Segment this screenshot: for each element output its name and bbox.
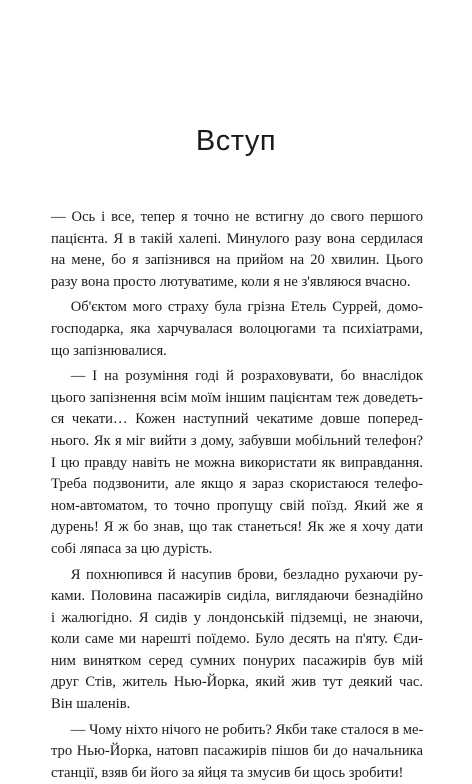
text-line: Треба подзвонити, але якщо я зараз скористаюся телефо- [51,476,423,493]
paragraph-2 [51,297,423,362]
text-line: нього. Як я міг вийти з дому, забувши мобільний телефон? [51,432,423,449]
text-line: цього запізнення всім моїм іншим пацієнтам теж доведеть- [51,389,423,406]
text-line: тро Нью-Йорка, натовп пасажирів пішов би до начальника [51,743,423,760]
text-line: Об'єктом мого страху була грізна Етель Суррей, домо- [70,299,423,316]
text-line: друг Стів, житель Нью-Йорка, який жив тут деякий час. [51,674,423,691]
text-line: і жалюгідно. Я сидів у лондонській підземці, не знаючи, [51,609,423,626]
text-line: ним винятком серед сумних понурих пасажирів був мій [51,652,423,669]
text-line: — Ось і все, тепер я точно не встигну до свого першого [51,209,423,225]
text-line: пацієнта. Я в такій халепі. Минулого разу вона сердилася [51,230,423,247]
text-line: І цю правду навіть не можна використати як виправдання. [51,454,423,471]
paragraph-4 [51,565,423,716]
text-line: ками. Половина пасажирів сиділа, виглядаючи безнадійно [51,588,423,605]
text-line: разу вона просто лютуватиме, коли я не з'являюся вчасно. [51,273,411,290]
text-line: собі ляпаса за цю дурість. [51,540,213,557]
text-line: ном-автоматом, то точно пропущу свій поїзд. Який же я [51,497,423,514]
text-line: дурень! Я ж бо знав, що так станеться! Як же я хочу дати [51,519,423,536]
text-line: що запізнювалися. [51,342,167,359]
paragraph-5 [51,720,423,784]
text-line: господарка, яка харчувалася волоцюгами та психіатрами, [51,320,423,337]
text-line: ся чекати… Кожен наступний чекатиме довше поперед- [51,411,423,428]
text-line: Він шаленів. [51,696,131,713]
text-line: Я похнюпився й насупив брови, безладно рухаючи ру- [70,566,423,583]
body-text [51,207,423,784]
paragraph-3 [51,366,423,560]
text-line: — І на розуміння годі й розраховувати, бо внаслідок [70,368,423,385]
paragraph-1 [51,207,423,293]
text-line: — Чому ніхто нічого не робить? Якби таке сталося в ме- [70,721,424,738]
text-line: коли саме ми нарешті поїдемо. Було десять на п'яту. Єди- [51,631,423,648]
text-line: станції, взяв би його за яйця та змусив би щось зробити! [51,764,404,781]
text-line: на мене, бо я запізнився на прийом на 20 хвилин. Цього [51,252,423,269]
chapter-title: Вступ [195,125,277,157]
